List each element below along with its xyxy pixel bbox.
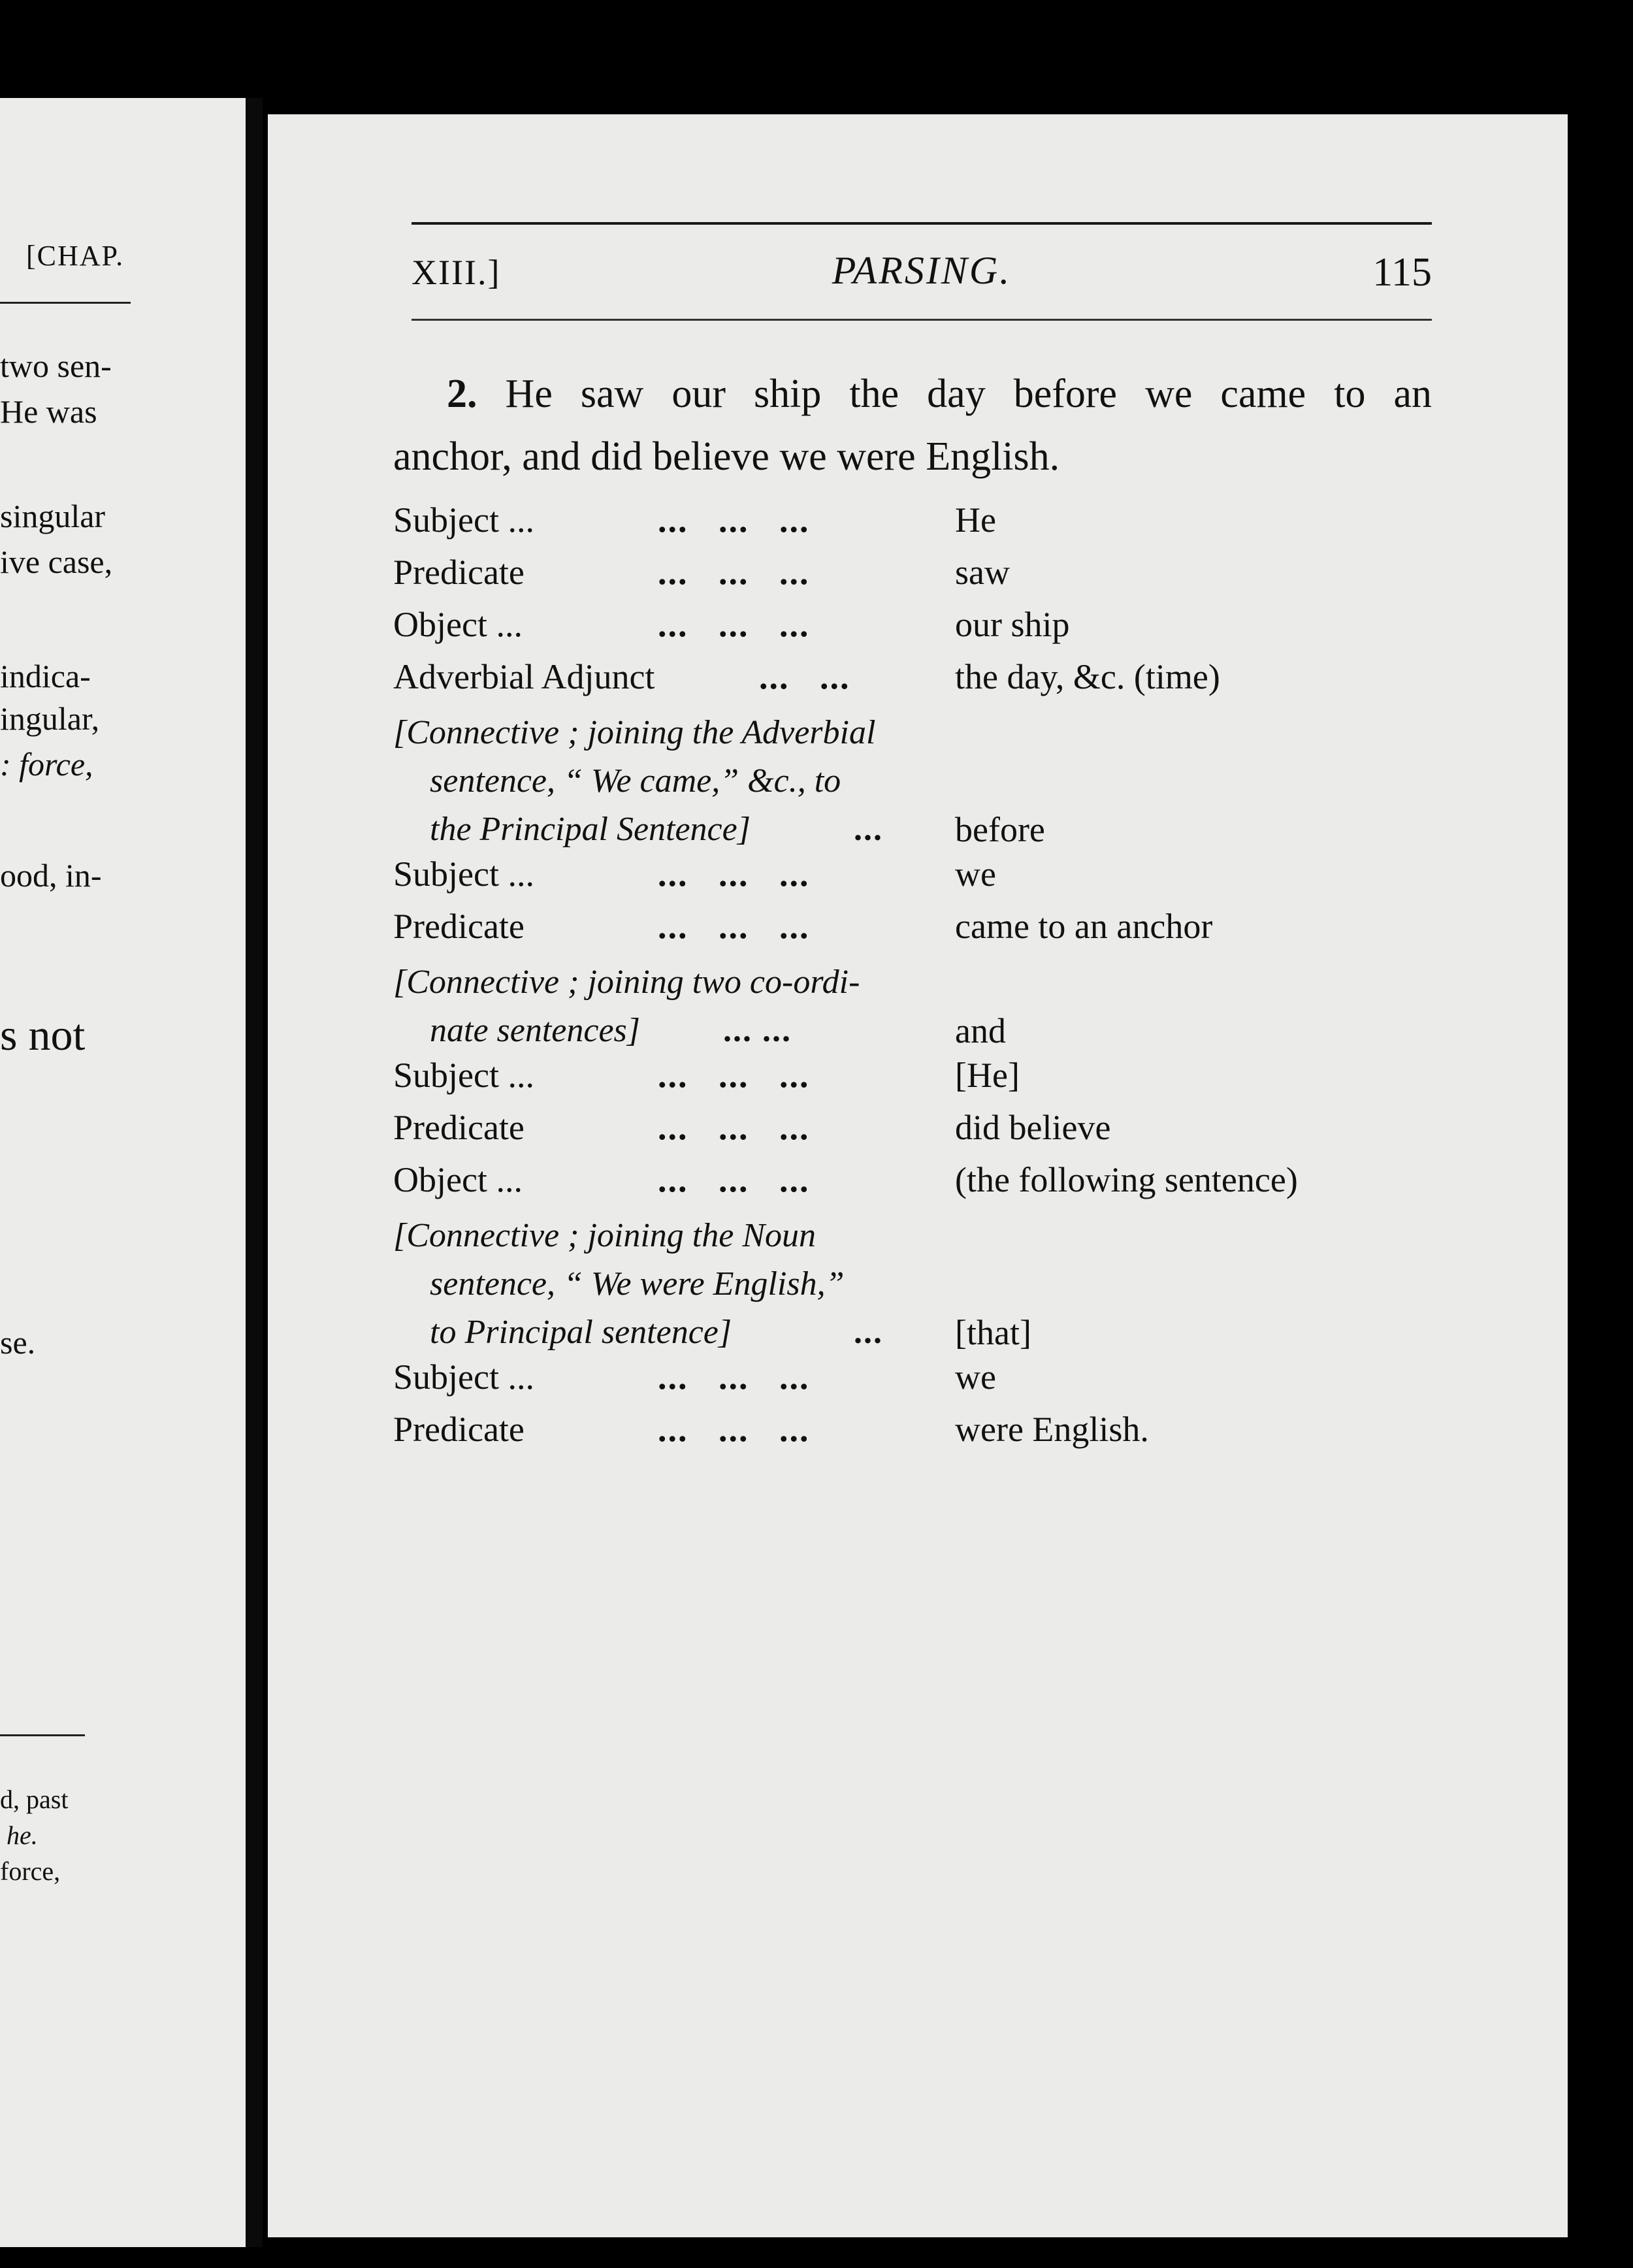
top-rule [412,222,1432,225]
left-line: indica- [0,658,91,694]
previous-page-fragment [0,98,255,2247]
parse-value: (the following sentence) [955,1160,1298,1199]
analysis-row [393,1055,1438,1107]
leader-dots: ... ... ... [658,1056,810,1095]
chapter-number: XIII.] [412,253,501,292]
parse-label: Adverbial Adjunct [393,657,655,696]
page-title: PARSING. [832,249,1012,292]
left-line: se. [0,1324,36,1361]
connective-line [393,1308,1438,1357]
left-footnote-line: d, past [0,1785,69,1814]
connective-row [393,1212,1438,1357]
leader-dots: ... ... ... [658,907,810,946]
left-line: s not [0,1010,86,1060]
leader-dots: ... ... ... [658,1357,810,1397]
left-footnote-rule [0,1734,85,1736]
left-line: ood, in- [0,857,102,894]
analysis-row [393,1409,1438,1461]
connective-text: [Connective ; joining the Adverbial [393,714,876,751]
parse-label: Subject ... [393,1056,534,1095]
connective-line [393,709,1438,757]
parse-label: Subject ... [393,500,534,540]
left-line: ive case, [0,543,113,580]
left-running-head: [CHAP. [26,240,125,272]
connective-line [393,1007,1438,1055]
example-line-2: anchor, and did believe we were English. [393,434,1060,479]
connective-line [393,1260,1438,1308]
page-number: 115 [1372,250,1432,295]
example-line-1 [393,363,1432,425]
connective-text: [Connective ; joining the Noun [393,1217,816,1254]
analysis-row [393,552,1438,604]
example-sentence [393,363,1432,488]
header-rule [412,319,1432,321]
leader-dots: ... ... ... [658,854,810,894]
parse-value: we [955,854,996,894]
leader-dots: ... ... ... [658,553,810,592]
left-line: singular [0,498,106,534]
leader-dots: ... ... [759,657,850,696]
leader-dots: ... ... ... [658,500,810,540]
connective-text: to Principal sentence] [430,1314,732,1351]
parse-value: and [955,1011,1006,1050]
parse-value: did believe [955,1108,1111,1147]
left-line: : force, [0,746,93,783]
connective-row [393,709,1438,854]
analysis-row [393,1159,1438,1212]
parse-value: He [955,500,996,540]
left-line: ingular, [0,700,100,737]
running-head [412,248,1432,300]
parse-label: Subject ... [393,854,534,894]
parse-label: Predicate [393,553,525,592]
parse-value: we [955,1357,996,1397]
connective-text: the Principal Sentence] [430,811,751,848]
parse-value: before [955,810,1045,849]
leader-dots: ... ... [723,1012,792,1049]
connective-line [393,958,1438,1007]
book-spine [246,98,263,2247]
leader-dots: ... ... ... [658,605,810,644]
analysis-row [393,604,1438,656]
parse-label: Predicate [393,1410,525,1449]
leader-dots: ... [854,811,883,848]
parse-label: Predicate [393,1108,525,1147]
leader-dots: ... [854,1314,883,1351]
analysis-row [393,500,1438,552]
analysis-row [393,1107,1438,1159]
leader-dots: ... ... ... [658,1160,810,1199]
connective-text: sentence, “ We came,” &c., to [430,762,841,800]
left-head-rule [0,302,131,304]
analysis-row [393,906,1438,958]
connective-row [393,958,1438,1055]
connective-line [393,805,1438,854]
parse-label: Object ... [393,605,523,644]
left-footnote-line: he. [7,1821,38,1850]
analysis-row [393,854,1438,906]
parse-value: our ship [955,605,1070,644]
parse-value: came to an anchor [955,907,1213,946]
example-number: 2. [447,372,477,416]
analysis-table [393,500,1438,1461]
left-line: two sen- [0,348,112,384]
left-footnote-line: force, [0,1856,61,1886]
connective-text: sentence, “ We were English,” [430,1265,845,1303]
parse-label: Predicate [393,907,525,946]
parse-value: [He] [955,1056,1020,1095]
parse-label: Object ... [393,1160,523,1199]
page [268,114,1568,2237]
parse-value: the day, &c. (time) [955,657,1220,696]
left-line: He was [0,393,97,430]
connective-text: nate sentences] [430,1012,641,1049]
parse-value: saw [955,553,1010,592]
connective-line [393,1212,1438,1260]
analysis-row [393,656,1438,709]
connective-text: [Connective ; joining two co-ordi- [393,964,860,1001]
connective-line [393,757,1438,805]
parse-label: Subject ... [393,1357,534,1397]
parse-value: [that] [955,1313,1031,1352]
leader-dots: ... ... ... [658,1108,810,1147]
parse-value: were English. [955,1410,1149,1449]
leader-dots: ... ... ... [658,1410,810,1449]
example-text-1: He saw our ship the day before we came to an [505,372,1432,416]
analysis-row [393,1357,1438,1409]
